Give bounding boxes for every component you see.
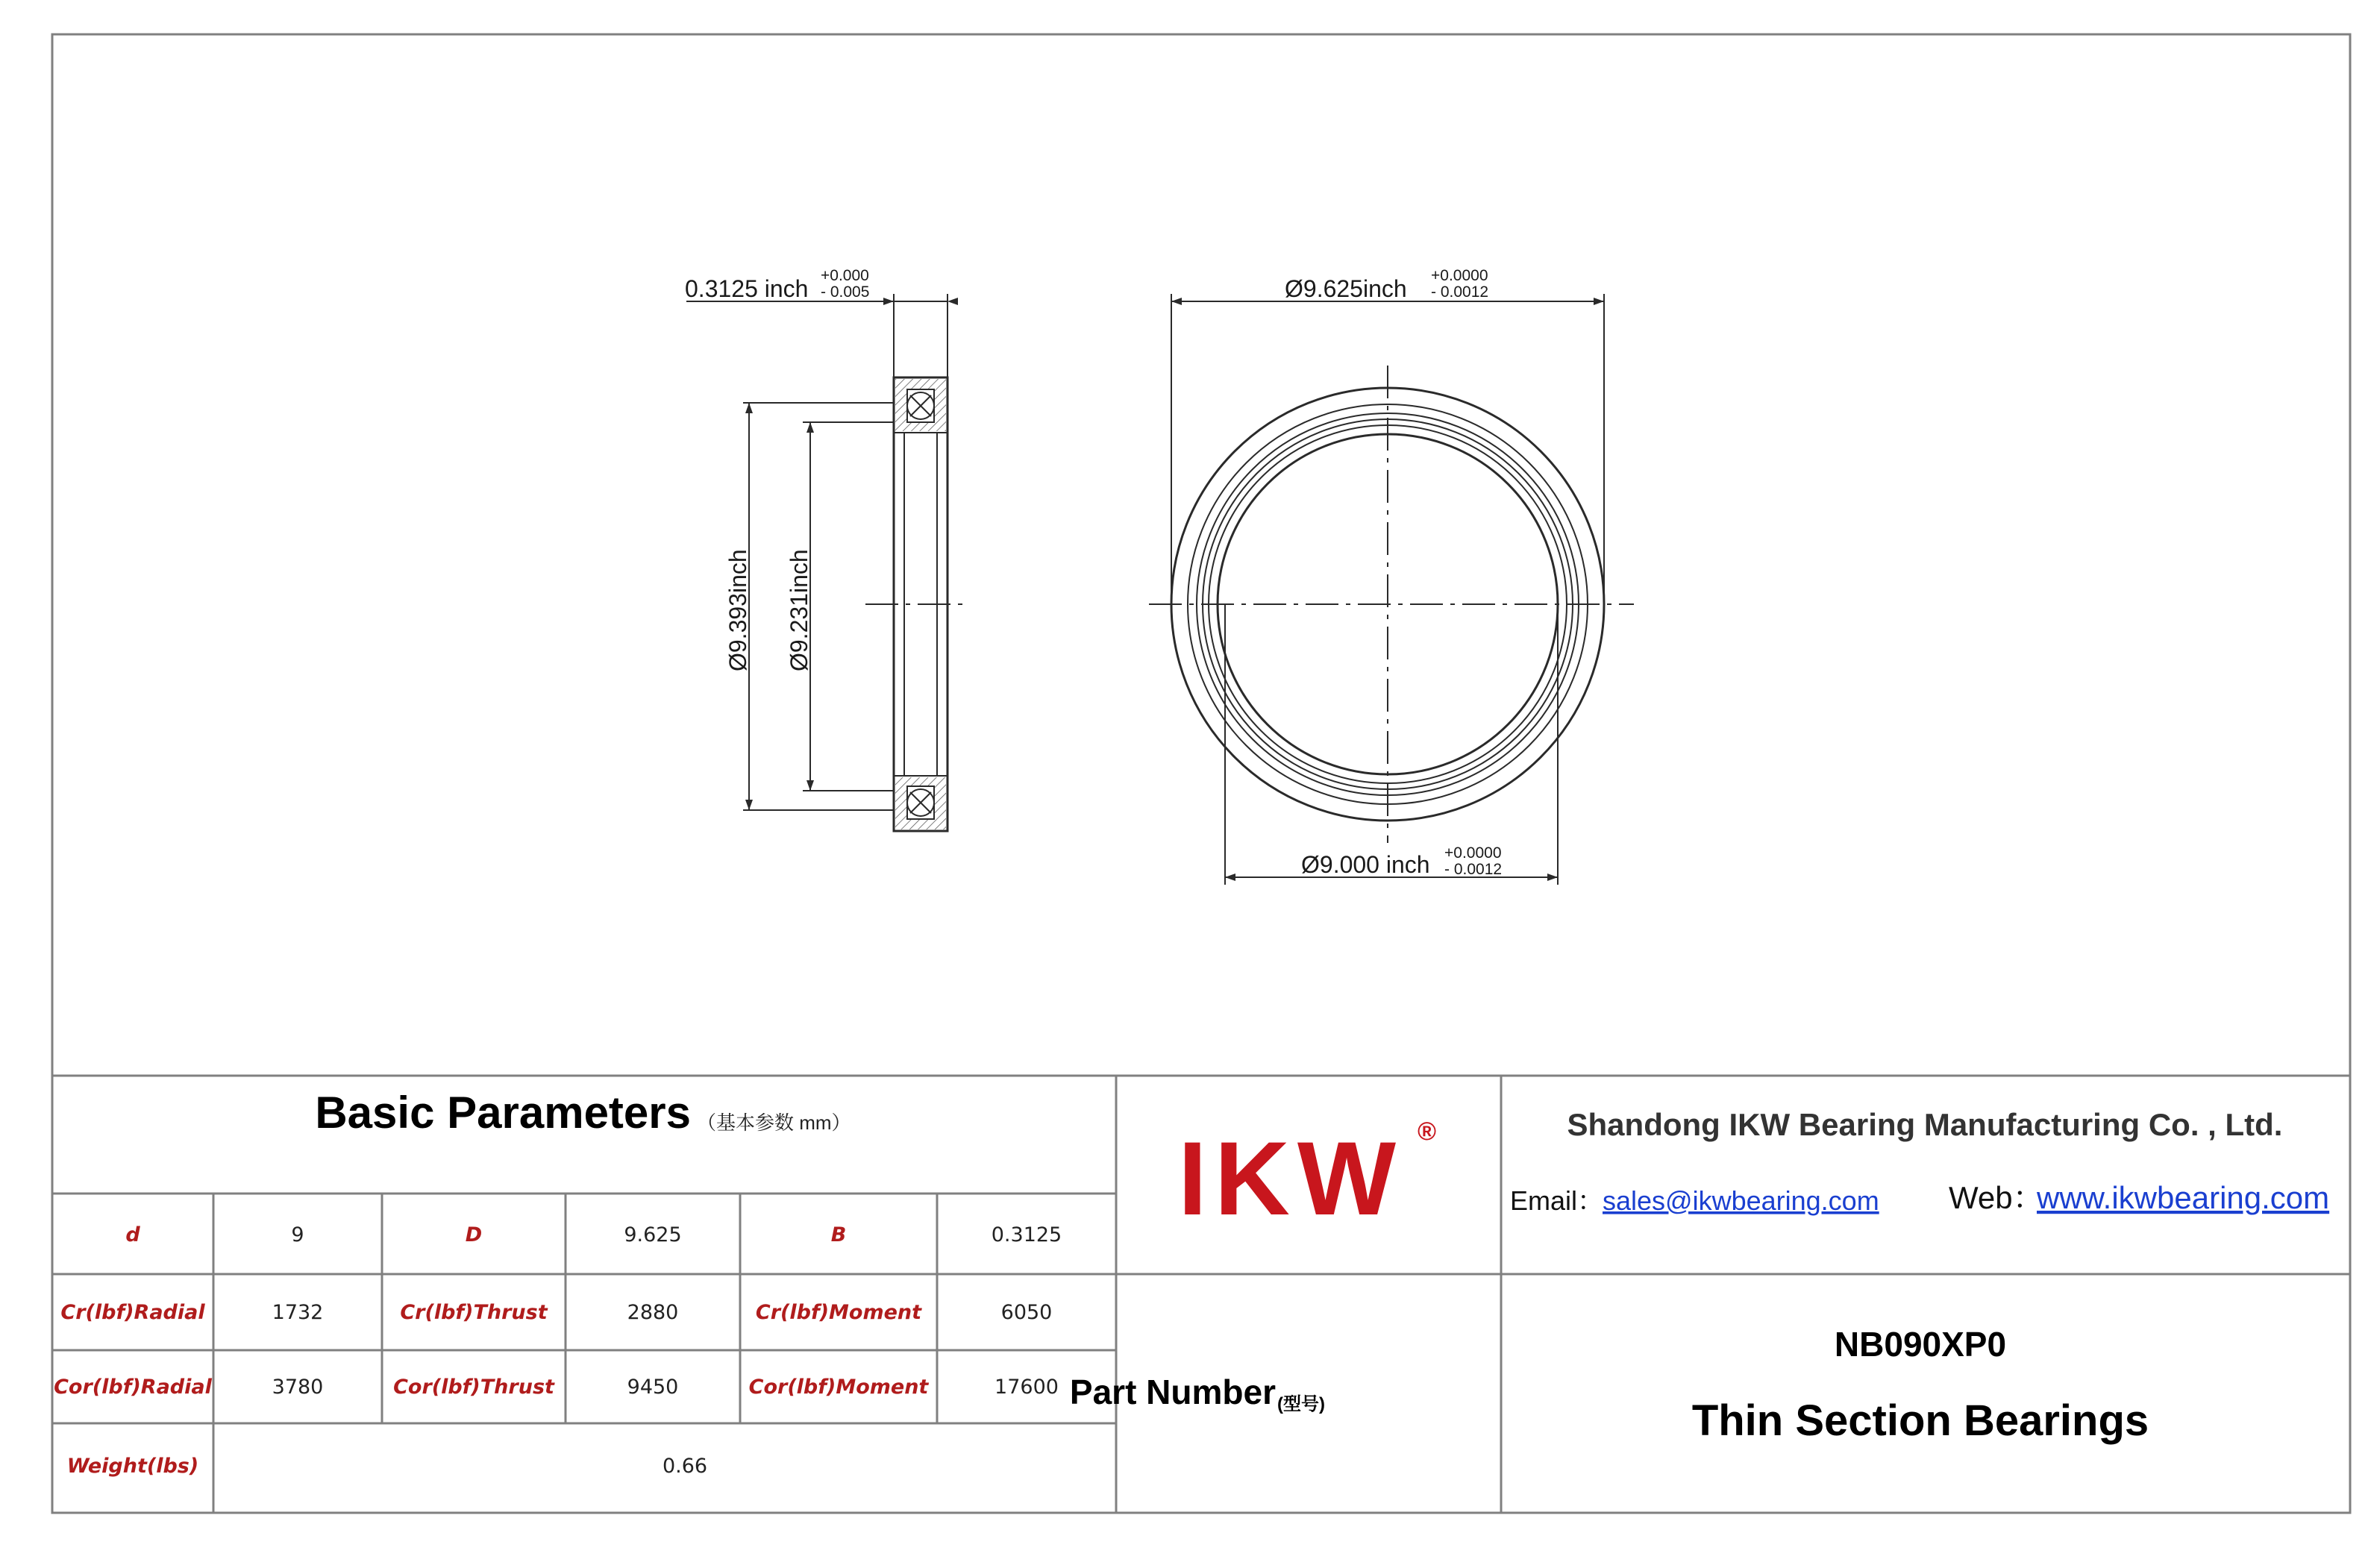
inner-dim-tol-upper: +0.0000 [1444,844,1502,862]
weight-label: Weight(lbs) [66,1455,199,1478]
email-label: Email： [1510,1185,1605,1216]
params-title: Basic Parameters [315,1088,691,1138]
web-label: Web： [1949,1180,2044,1215]
side-dim-inner: Ø9.231inch [786,549,812,671]
param-value: 1732 [272,1301,324,1324]
width-dim-label: 0.3125 inch [685,275,809,302]
param-label: Cr(lbf)Moment [755,1301,922,1324]
part-number-label: Part Number [1069,1373,1276,1411]
outer-dim-tol-lower: - 0.0012 [1431,283,1489,301]
param-label: B [830,1223,847,1246]
param-label: Cr(lbf)Thrust [400,1301,548,1324]
param-label: d [125,1223,140,1246]
bearing-type: Thin Section Bearings [1691,1396,2149,1445]
web-link[interactable]: www.ikwbearing.com [2037,1180,2330,1215]
param-value: 9.625 [624,1223,682,1246]
width-dim-tol-lower: - 0.005 [821,283,870,301]
param-value: 2880 [627,1301,679,1324]
part-number-label-cn: (型号) [1277,1394,1325,1414]
params-subtitle: （基本参数 mm） [697,1111,851,1134]
outer-dim-tol-upper: +0.0000 [1431,267,1488,284]
side-dim-outer: Ø9.393inch [724,549,751,671]
param-value: 3780 [272,1376,324,1399]
front-view [1149,267,1634,885]
title-block [52,1076,2350,1513]
param-label: Cr(lbf)Radial [60,1301,205,1324]
param-label: D [465,1223,483,1246]
email-link[interactable]: sales@ikwbearing.com [1603,1185,1879,1216]
bottom-section-ball [895,777,946,830]
top-section-ball [895,379,946,431]
sheet-border [52,34,2350,1513]
width-dim-tol-upper: +0.000 [821,267,869,284]
ikw-logo: IKW [1177,1120,1404,1237]
param-label: Cor(lbf)Radial [54,1376,212,1399]
side-view [685,267,970,831]
param-value: 17600 [995,1376,1059,1399]
company-name: Shandong IKW Bearing Manufacturing Co. , Ltd. [1567,1107,2283,1142]
param-label: Cor(lbf)Moment [748,1376,929,1399]
outer-dim-label: Ø9.625inch [1285,275,1407,302]
part-number: NB090XP0 [1834,1325,2007,1364]
param-label: Cor(lbf)Thrust [393,1376,554,1399]
registered-mark: ® [1418,1117,1437,1146]
param-value: 9 [291,1223,304,1246]
inner-dim-label: Ø9.000 inch [1301,851,1430,878]
param-value: 6050 [1000,1301,1053,1324]
param-value: 9450 [627,1376,679,1399]
param-value: 0.3125 [991,1223,1062,1246]
weight-value: 0.66 [662,1455,708,1478]
inner-dim-tol-lower: - 0.0012 [1444,861,1503,878]
